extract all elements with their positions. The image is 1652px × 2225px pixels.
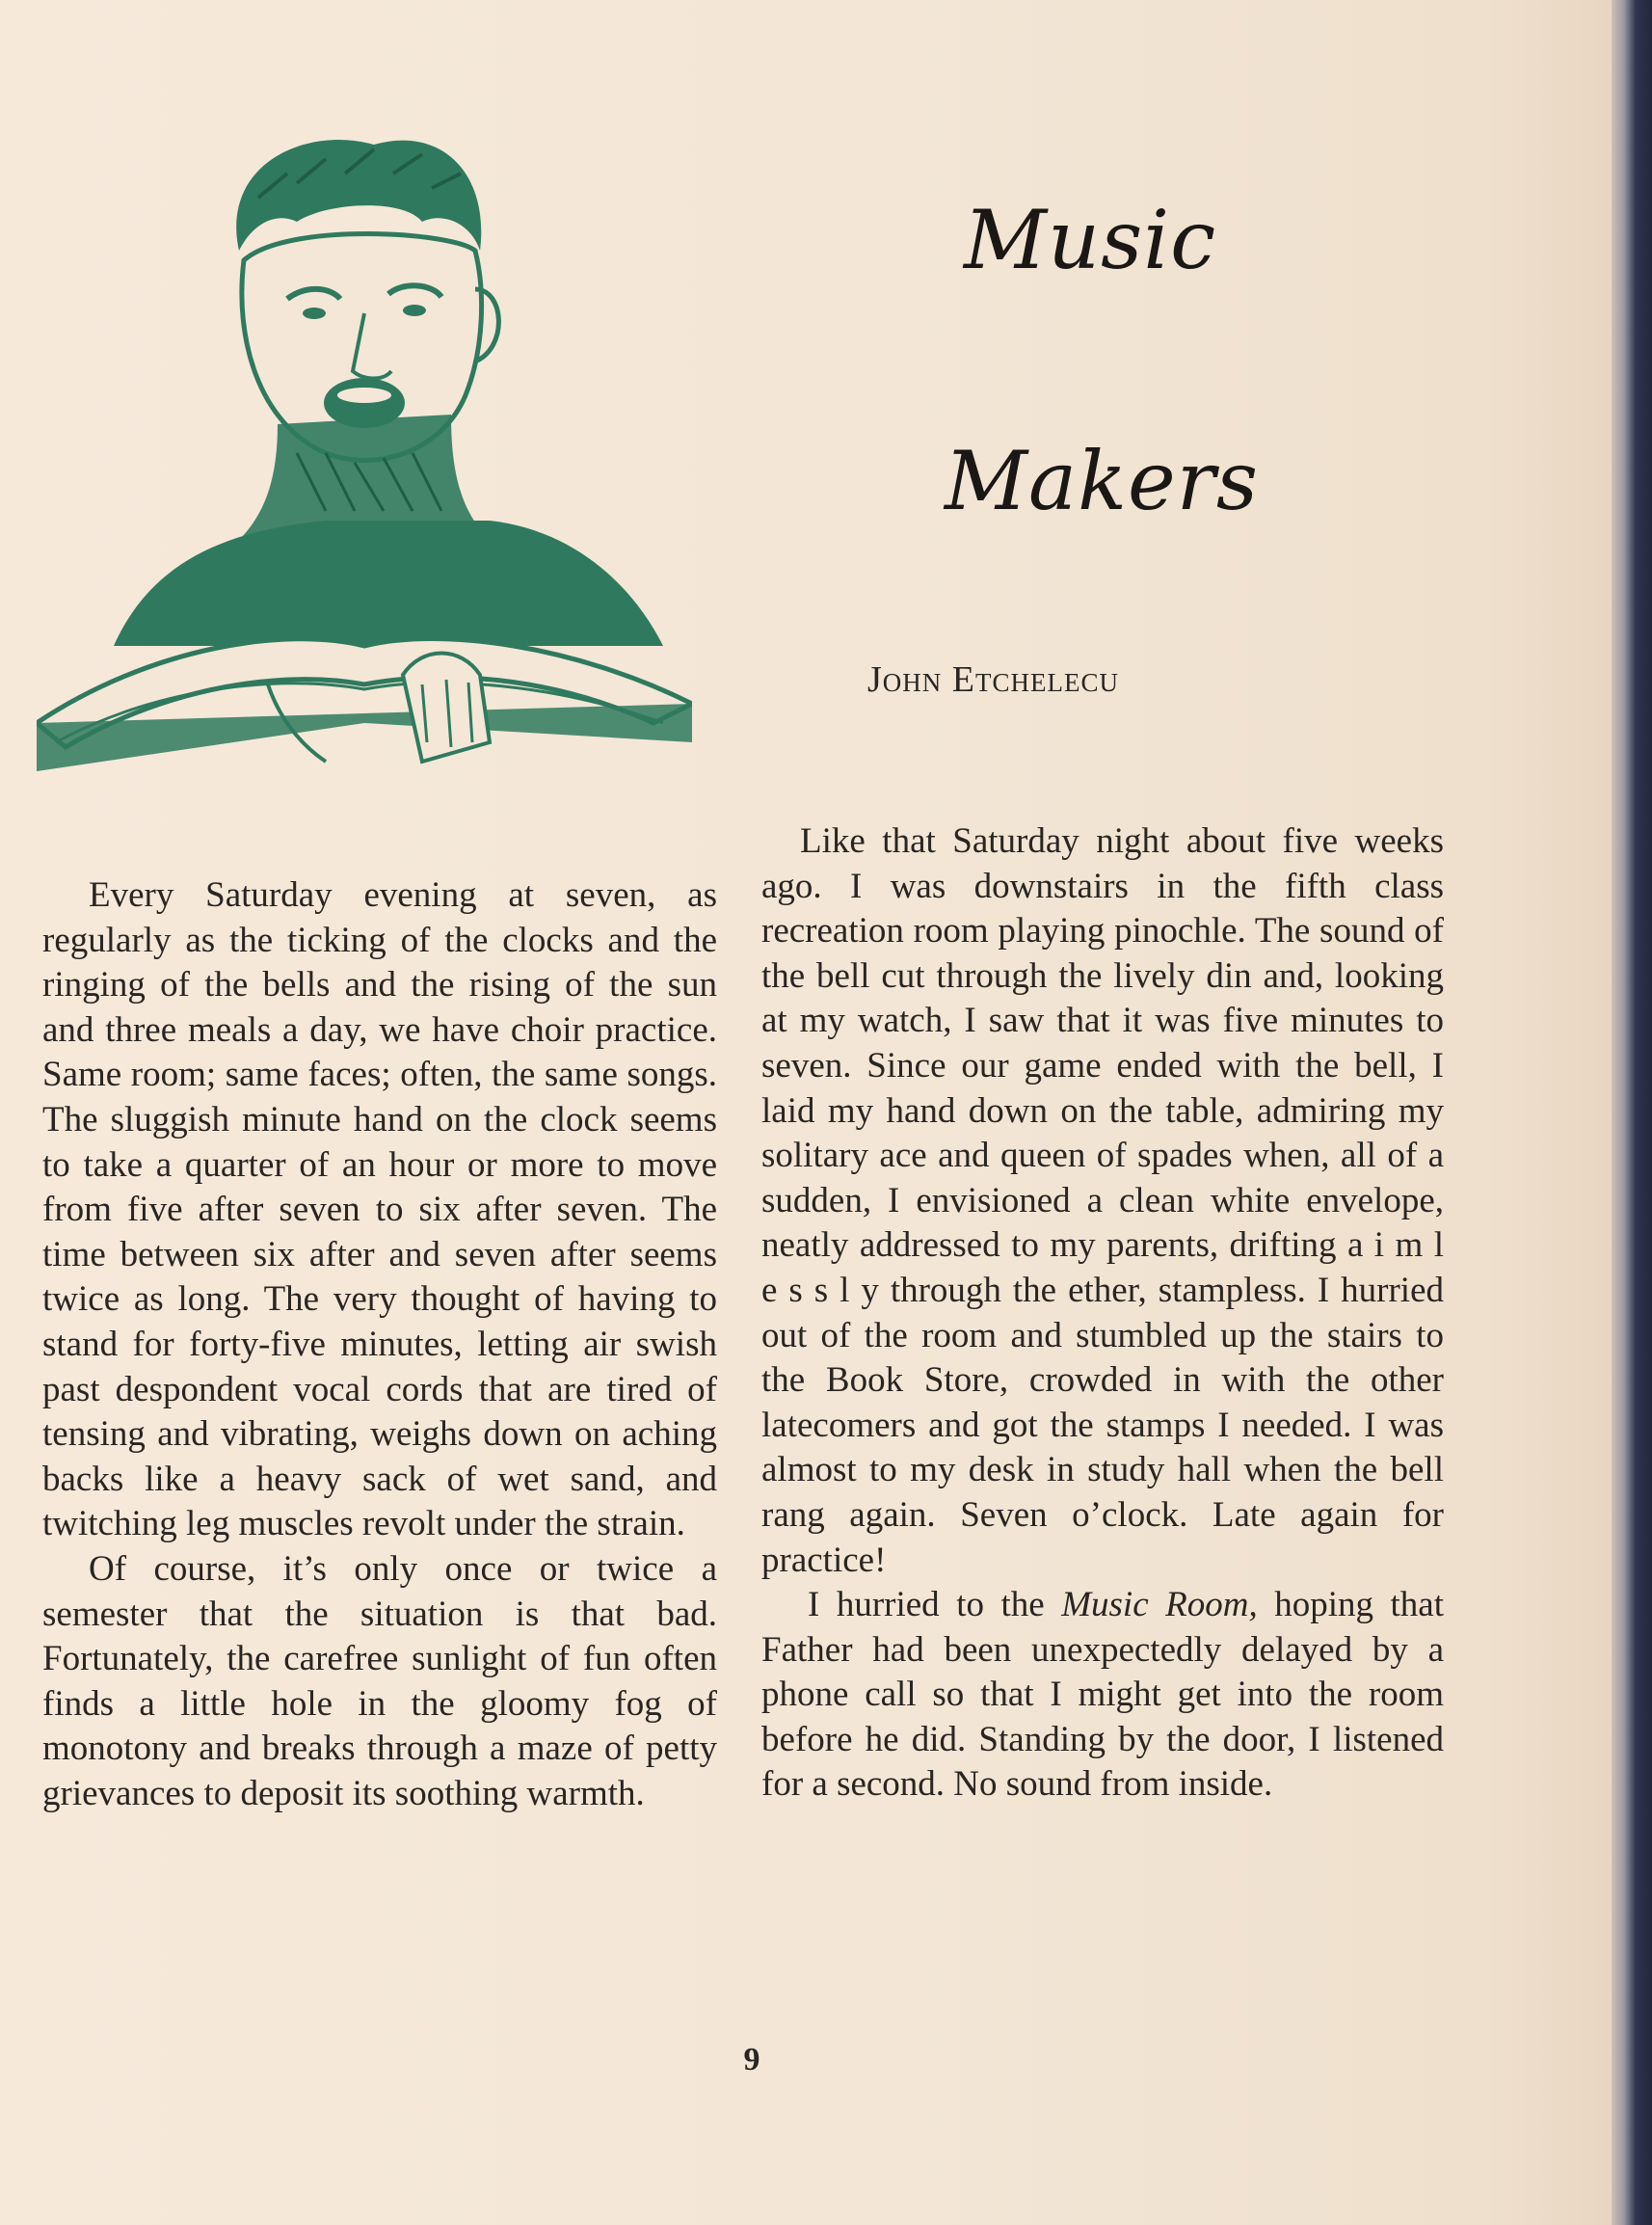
right-text-column [761, 819, 1444, 1808]
paragraph-text: I hurried to the [808, 1585, 1062, 1625]
page-number: 9 [743, 2042, 760, 2078]
article-title-line-1: Music [964, 193, 1217, 287]
paragraph: Of course, it’s only once or twice a semester that the situation is that bad. Fortunately, the carefree sunlight of fun often finds a little hole in the gloomy fog of monotony and breaks through a maze of petty grievances to deposit its soothing warmth. [42, 1548, 717, 1813]
left-text-column [42, 873, 717, 1816]
paragraph [761, 1583, 1444, 1808]
italic-room-name: Music Room, [1061, 1585, 1258, 1625]
paragraph: Like that Saturday night about five weeks ago. I was downstairs in the fifth class recreation room playing pinochle. The sound of the bell cut through the lively din and, looking at my watch, I saw that it was five minutes to seven. Since our game ended with the bell, I laid my hand down on the table, admiring my solitary ace and queen of spades when, all of a sudden, I envisioned a clean white envelope, neatly addressed to my parents, drifting a i m l e s s l y through the ether, stampless. I hurried out of the room and stumbled up the stairs to the Book Store, crowded in with the other latecomers and got the stamps I needed. I was almost to my desk in study hall when the bell rang again. Seven o’clock. Late again for practice! [761, 821, 1444, 1580]
article-title-line-2: Makers [945, 434, 1259, 528]
magazine-spine [1612, 0, 1652, 2225]
singing-boy-illustration [37, 106, 692, 771]
paragraph-text: hoping that Father had been unexpectedly delayed by a phone call so that I might get into the room before he did. Standing by the door, I listened for a second. No sound from inside. [761, 1585, 1445, 1805]
article-author: John Etchelecu [867, 659, 1119, 700]
paragraph: Every Saturday evening at seven, as regularly as the ticking of the clocks and the ringing of the bells and the rising of the sun and three meals a day, we have choir practice. Same room; same faces; often, the same songs. The sluggish minute hand on the clock seems to take a quarter of an hour or more to move from five after seven to six after seven. The time between six after and seven after seems twice as long. The very thought of having to stand for forty-five minutes, letting air swish past despondent vocal cords that are tired of tensing and vibrating, weighs down on aching backs like a heavy sack of wet sand, and twitching leg muscles revolt under the strain. [42, 875, 717, 1544]
